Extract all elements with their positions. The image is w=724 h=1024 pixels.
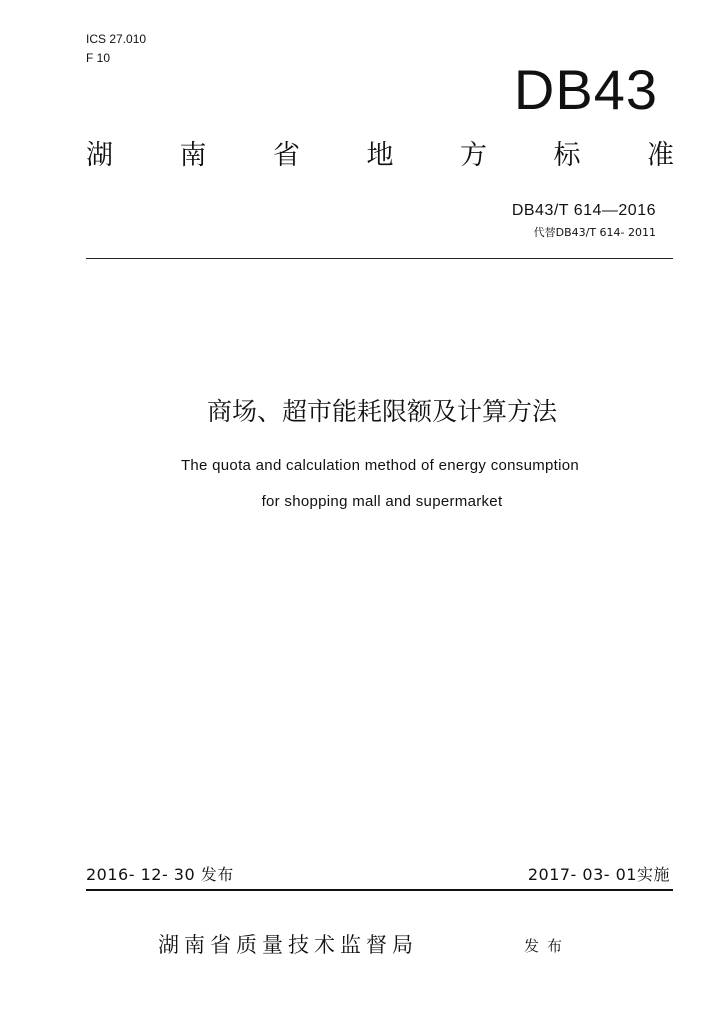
standard-type-char: 标	[553, 140, 581, 171]
document-title-chinese: 商场、超市能耗限额及计算方法	[206, 397, 557, 426]
standard-code: DB43/T 614—2016	[511, 202, 656, 219]
document-title-english-line2: for shopping mall and supermarket	[261, 493, 503, 510]
document-title-english-line1: The quota and calculation method of energy consumption	[180, 457, 580, 474]
standard-type-char: 省	[273, 140, 300, 171]
standard-type-char: 湖	[86, 140, 113, 171]
top-divider	[86, 258, 673, 259]
standard-type-char: 地	[366, 140, 394, 171]
replaces-standard: 代替DB43/T 614- 2011	[533, 226, 656, 239]
classification-code: F 10	[86, 51, 111, 65]
bottom-divider	[86, 889, 673, 891]
standard-type-char: 南	[179, 140, 207, 171]
standard-type	[86, 136, 674, 176]
issuing-authority: 湖南省质量技术监督局	[158, 933, 418, 957]
standard-type-char: 方	[460, 140, 487, 171]
standard-type-char: 准	[647, 140, 674, 171]
db-logo: DB43	[513, 58, 658, 121]
issue-label: 发布	[524, 937, 571, 955]
implementation-date: 2017- 03- 01实施	[527, 865, 670, 884]
issue-date: 2016- 12- 30 发布	[86, 865, 234, 884]
ics-number: ICS 27.010	[86, 32, 147, 46]
